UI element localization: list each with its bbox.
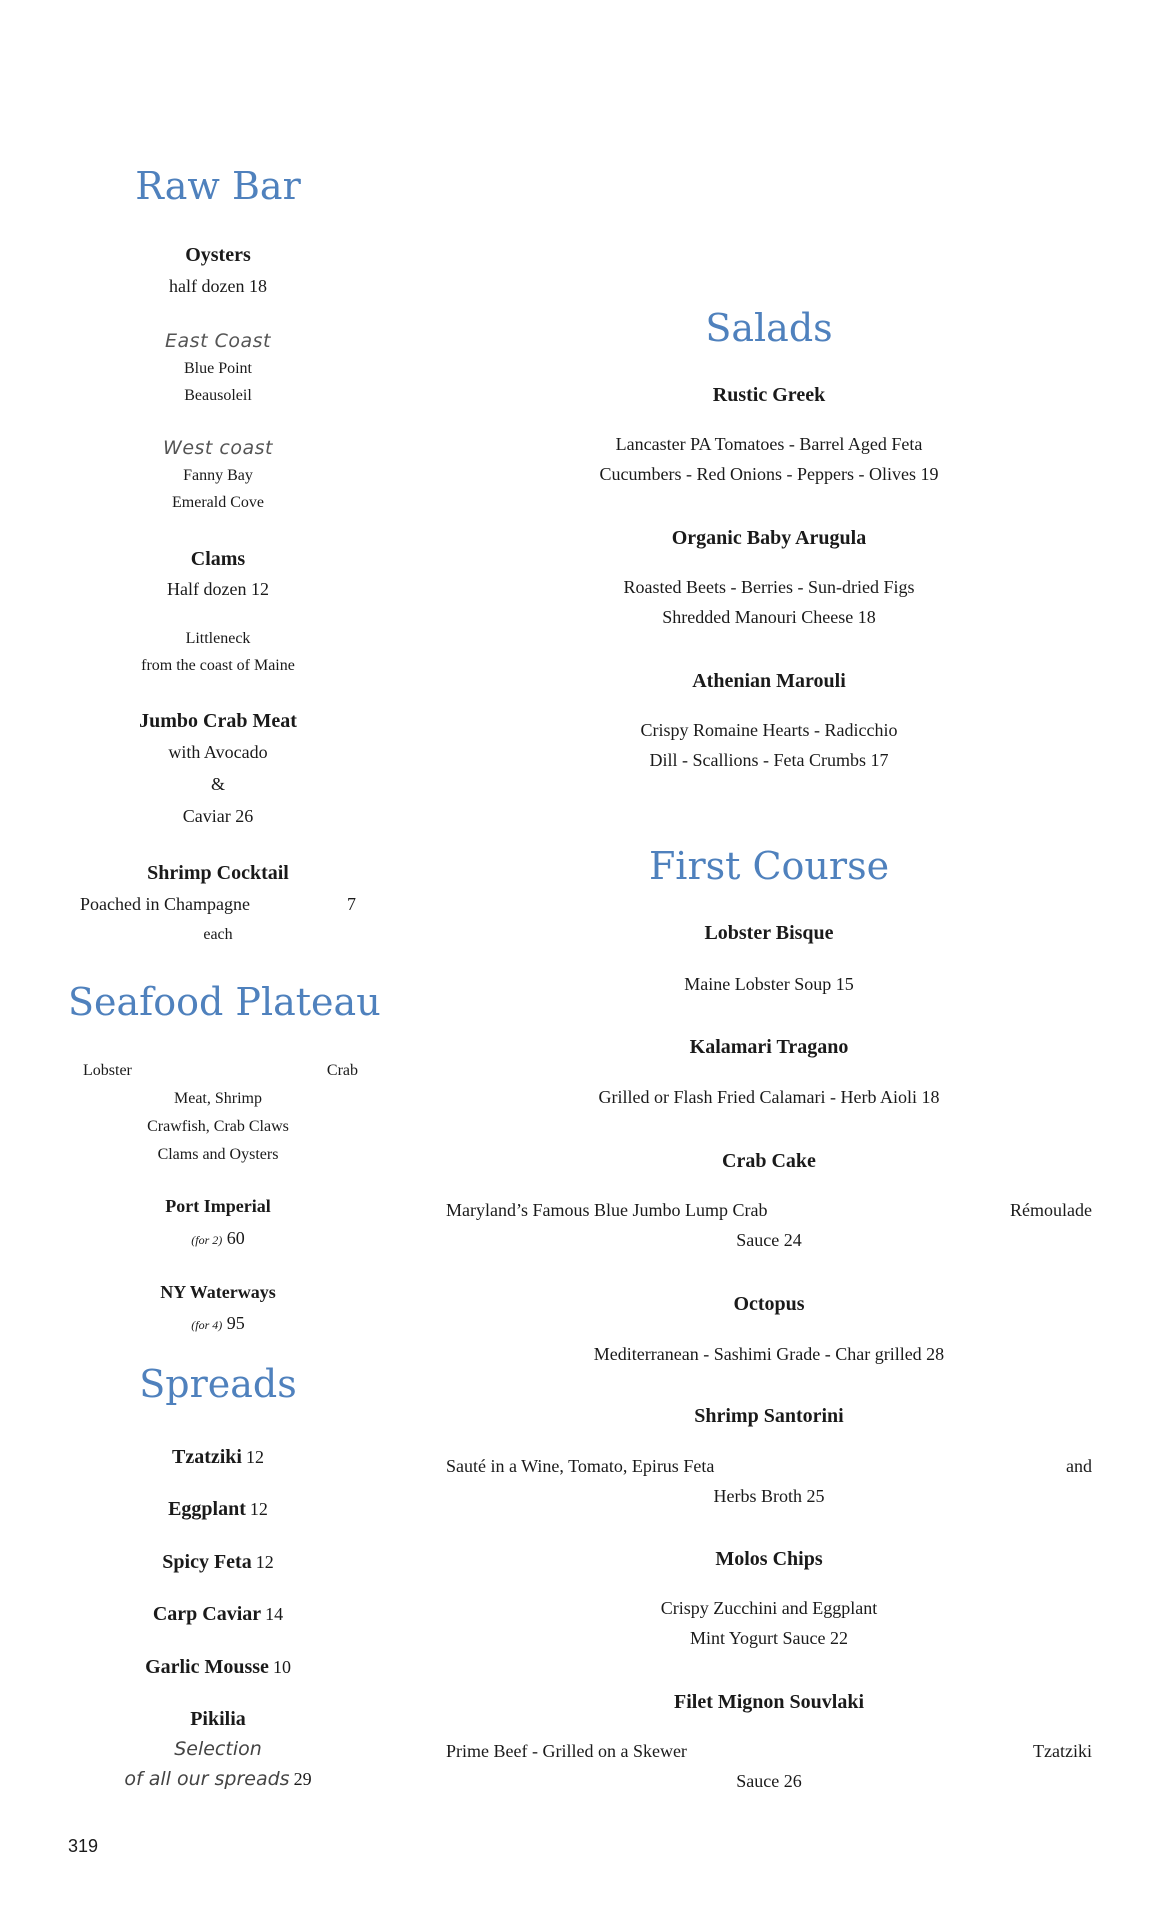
spread-item [68,1551,368,1574]
pikilia-name: Pikilia [190,1708,246,1730]
crab-cake-desc [446,1200,1092,1221]
east-coast-item: Blue Point [183,360,252,377]
oysters-name: Oysters [185,244,251,266]
clams-name: Clams [190,548,246,570]
spread-item [68,1498,368,1521]
east-coast-item: Beausoleil [184,387,252,404]
filet-mignon-desc-2: Sauce 26 [736,1771,802,1791]
kalamari-name: Kalamari Tragano [689,1036,849,1058]
clams-desc: Littleneck [185,630,251,647]
spread-name: Garlic Mousse [145,1656,269,1678]
filet-mignon-desc-right: Tzatziki [1033,1741,1092,1761]
jumbo-crab-line: Caviar 26 [182,806,254,826]
salad-desc: Lancaster PA Tomatoes - Barrel Aged Feta [615,434,923,454]
molos-chips-desc: Mint Yogurt Sauce 22 [689,1628,848,1648]
shrimp-cocktail-price: 7 [347,894,356,914]
spread-name: Carp Caviar [152,1603,262,1625]
seafood-plateau-line: Meat, Shrimp [174,1090,262,1107]
spread-item [68,1656,368,1679]
octopus-desc: Mediterranean - Sashimi Grade - Char grilled 28 [593,1344,945,1364]
port-imperial-price-line [68,1228,368,1249]
octopus-name: Octopus [733,1293,805,1315]
spreads-heading: Spreads [139,1362,297,1406]
pikilia-line2: of all our spreads [124,1768,290,1790]
port-imperial-name: Port Imperial [165,1196,271,1216]
crab-cake-desc-2: Sauce 24 [736,1230,802,1250]
salad-name: Athenian Marouli [692,670,846,692]
page-number: 319 [68,1836,99,1856]
shrimp-santorini-desc-2: Herbs Broth 25 [713,1486,825,1506]
crab-cake-name: Crab Cake [722,1150,816,1172]
clams-price: Half dozen 12 [167,579,269,599]
crab-cake-desc-left: Maryland’s Famous Blue Jumbo Lump Crab [446,1200,768,1220]
salad-name: Organic Baby Arugula [671,527,867,549]
lobster-bisque-desc: Maine Lobster Soup 15 [684,974,854,994]
salads-heading: Salads [705,306,833,350]
clams-desc: from the coast of Maine [141,657,295,674]
filet-mignon-desc [446,1741,1092,1762]
ny-waterways-note: (for 4) [191,1318,223,1332]
spread-name: Spicy Feta [162,1551,252,1573]
salad-desc: Shredded Manouri Cheese 18 [662,607,876,627]
spread-price: 10 [272,1657,291,1677]
spread-name: Eggplant [168,1498,246,1520]
spread-price: 12 [246,1447,264,1467]
shrimp-cocktail-name: Shrimp Cocktail [147,862,289,884]
port-imperial-price: 60 [226,1228,245,1248]
jumbo-crab-line: & [210,774,225,794]
first-course-heading: First Course [648,844,890,888]
spread-name: Tzatziki [172,1446,242,1468]
oysters-price: half dozen 18 [169,276,267,296]
shrimp-santorini-desc-left: Sauté in a Wine, Tomato, Epirus Feta [446,1456,715,1476]
seafood-plateau-desc [83,1062,358,1080]
spread-item [68,1446,368,1469]
seafood-plateau-desc-right: Crab [326,1062,358,1079]
seafood-plateau-heading: Seafood Plateau [68,980,381,1024]
shrimp-santorini-name: Shrimp Santorini [694,1405,844,1427]
filet-mignon-desc-left: Prime Beef - Grilled on a Skewer [446,1741,687,1761]
crab-cake-desc-right: Rémoulade [1010,1200,1092,1220]
pikilia-line1: Selection [174,1738,262,1760]
molos-chips-name: Molos Chips [715,1548,823,1570]
seafood-plateau-line: Crawfish, Crab Claws [147,1118,289,1135]
kalamari-desc: Grilled or Flash Fried Calamari - Herb Aioli 18 [598,1087,940,1107]
spread-item [68,1603,368,1626]
salad-name: Rustic Greek [712,384,826,406]
salad-desc: Dill - Scallions - Feta Crumbs 17 [649,750,889,770]
shrimp-santorini-desc [446,1456,1092,1477]
shrimp-cocktail-desc-2: each [203,926,233,943]
lobster-bisque-name: Lobster Bisque [704,922,834,944]
spread-price: 12 [255,1552,274,1572]
spread-price: 14 [265,1604,284,1624]
raw-bar-heading: Raw Bar [135,164,301,208]
seafood-plateau-line: Clams and Oysters [157,1146,279,1163]
molos-chips-desc: Crispy Zucchini and Eggplant [660,1598,878,1618]
jumbo-crab-name: Jumbo Crab Meat [139,710,297,732]
west-coast-item: Emerald Cove [172,494,264,511]
ny-waterways-price: 95 [226,1313,245,1333]
salad-desc: Cucumbers - Red Onions - Peppers - Olives 19 [599,464,939,484]
filet-mignon-name: Filet Mignon Souvlaki [673,1691,865,1713]
spread-price: 12 [249,1499,268,1519]
ny-waterways-name: NY Waterways [160,1282,276,1302]
shrimp-cocktail-desc-left: Poached in Champagne [80,894,250,914]
east-coast-label: East Coast [165,330,271,352]
jumbo-crab-line: with Avocado [168,742,268,762]
pikilia-line2-row [68,1768,368,1790]
port-imperial-note: (for 2) [191,1233,223,1247]
west-coast-label: West coast [163,437,273,459]
west-coast-item: Fanny Bay [183,467,253,484]
pikilia-price: 29 [293,1769,312,1789]
shrimp-cocktail-desc [80,894,356,915]
seafood-plateau-desc-left: Lobster [83,1062,132,1079]
salad-desc: Roasted Beets - Berries - Sun-dried Figs [623,577,915,597]
ny-waterways-price-line [68,1313,368,1334]
shrimp-santorini-desc-right: and [1066,1456,1092,1476]
salad-desc: Crispy Romaine Hearts - Radicchio [640,720,898,740]
